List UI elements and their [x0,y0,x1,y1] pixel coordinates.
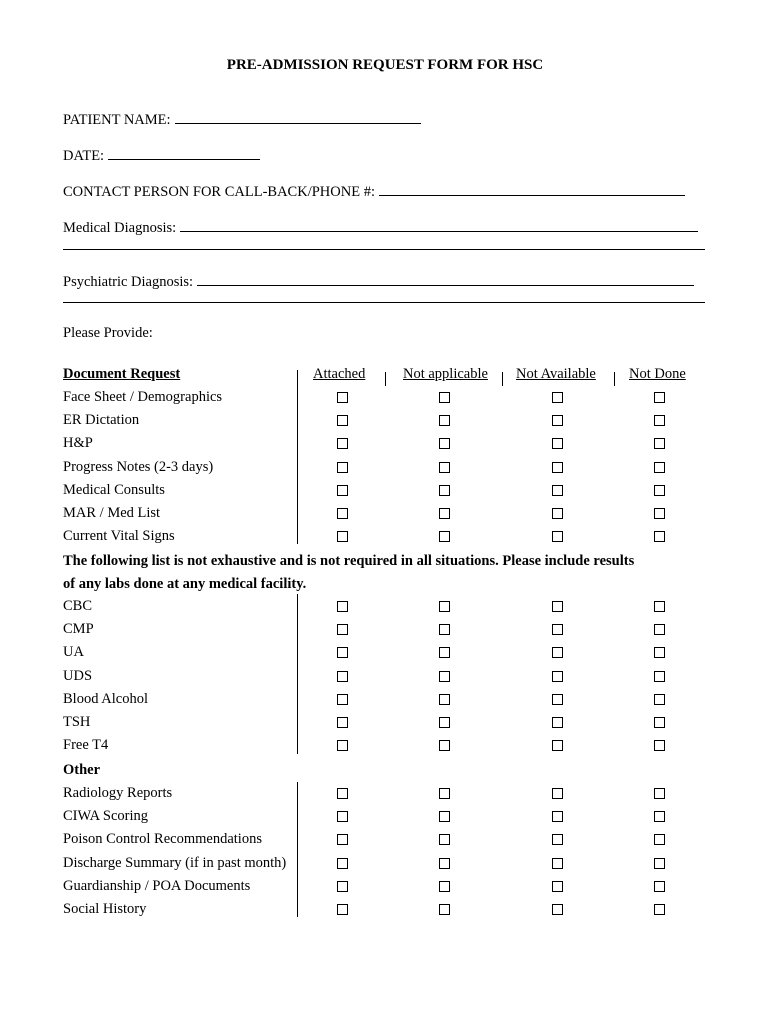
not-done-checkbox[interactable] [654,624,665,635]
row-label: Free T4 [63,737,109,753]
psychiatric-diagnosis-field[interactable] [63,272,694,291]
not-applicable-checkbox[interactable] [439,485,450,496]
not-applicable-checkbox[interactable] [439,531,450,542]
row-label: H&P [63,435,93,451]
medical-diagnosis-field[interactable] [63,218,698,237]
psychiatric-diagnosis-line[interactable] [197,272,694,286]
not-available-checkbox[interactable] [552,624,563,635]
note-line-1: The following list is not exhaustive and is not required in all situations. Please include results [63,553,635,569]
attached-checkbox[interactable] [337,508,348,519]
attached-checkbox[interactable] [337,624,348,635]
row-label: CIWA Scoring [63,808,148,824]
not-done-checkbox[interactable] [654,717,665,728]
header-divider [614,372,615,386]
row-label: UA [63,644,84,660]
not-applicable-checkbox[interactable] [439,647,450,658]
not-done-checkbox[interactable] [654,392,665,403]
not-available-checkbox[interactable] [552,671,563,682]
attached-checkbox[interactable] [337,904,348,915]
row-label: UDS [63,668,93,684]
row-label: Face Sheet / Demographics [63,389,223,405]
not-applicable-checkbox[interactable] [439,881,450,892]
not-applicable-checkbox[interactable] [439,392,450,403]
not-done-checkbox[interactable] [654,531,665,542]
attached-checkbox[interactable] [337,392,348,403]
contact-line[interactable] [379,182,685,196]
not-done-checkbox[interactable] [654,415,665,426]
not-available-checkbox[interactable] [552,740,563,751]
attached-checkbox[interactable] [337,601,348,612]
attached-checkbox[interactable] [337,834,348,845]
not-available-checkbox[interactable] [552,647,563,658]
header-divider [297,370,298,384]
row-label: CMP [63,621,94,637]
attached-checkbox[interactable] [337,462,348,473]
medical-diagnosis-line-2[interactable] [63,249,705,250]
header-divider [502,372,503,386]
row-label: Poison Control Recommendations [63,831,262,847]
column-divider [297,384,298,544]
not-available-checkbox[interactable] [552,694,563,705]
not-applicable-checkbox[interactable] [439,694,450,705]
not-available-checkbox[interactable] [552,415,563,426]
date-line[interactable] [108,146,260,160]
column-divider [297,594,298,754]
not-applicable-checkbox[interactable] [439,788,450,799]
not-available-checkbox[interactable] [552,438,563,449]
not-applicable-checkbox[interactable] [439,438,450,449]
row-label: MAR / Med List [63,505,161,521]
header-divider [385,372,386,386]
row-label: CBC [63,598,93,614]
please-provide-label: Please Provide: [63,325,153,341]
not-done-checkbox[interactable] [654,438,665,449]
psychiatric-diagnosis-line-2[interactable] [63,302,705,303]
not-done-checkbox[interactable] [654,508,665,519]
patient-name-line[interactable] [175,110,421,124]
attached-checkbox[interactable] [337,858,348,869]
not-done-checkbox[interactable] [654,694,665,705]
not-available-checkbox[interactable] [552,858,563,869]
medical-diagnosis-label: Medical Diagnosis: [63,220,177,236]
not-applicable-checkbox[interactable] [439,740,450,751]
row-label: Current Vital Signs [63,528,175,544]
not-applicable-checkbox[interactable] [439,415,450,426]
not-available-checkbox[interactable] [552,904,563,915]
attached-checkbox[interactable] [337,740,348,751]
not-applicable-checkbox[interactable] [439,671,450,682]
row-label: Discharge Summary (if in past month) [63,855,287,871]
not-available-header: Not Available [516,366,596,382]
column-divider [297,782,298,917]
not-done-checkbox[interactable] [654,858,665,869]
not-available-checkbox[interactable] [552,531,563,542]
psychiatric-diagnosis-label: Psychiatric Diagnosis: [63,274,194,290]
not-done-checkbox[interactable] [654,788,665,799]
not-applicable-checkbox[interactable] [439,811,450,822]
not-done-checkbox[interactable] [654,811,665,822]
not-applicable-checkbox[interactable] [439,904,450,915]
attached-checkbox[interactable] [337,415,348,426]
contact-label: CONTACT PERSON FOR CALL-BACK/PHONE #: [63,184,375,200]
attached-checkbox[interactable] [337,881,348,892]
not-applicable-header: Not applicable [403,366,488,382]
attached-checkbox[interactable] [337,788,348,799]
not-available-checkbox[interactable] [552,601,563,612]
attached-checkbox[interactable] [337,811,348,822]
not-done-checkbox[interactable] [654,601,665,612]
not-applicable-checkbox[interactable] [439,601,450,612]
not-applicable-checkbox[interactable] [439,624,450,635]
note-line-2: of any labs done at any medical facility. [63,576,307,592]
attached-checkbox[interactable] [337,438,348,449]
attached-header: Attached [313,366,366,382]
contact-field[interactable] [63,182,685,201]
not-applicable-checkbox[interactable] [439,717,450,728]
not-available-checkbox[interactable] [552,508,563,519]
attached-checkbox[interactable] [337,531,348,542]
attached-checkbox[interactable] [337,647,348,658]
not-done-header: Not Done [629,366,686,382]
attached-checkbox[interactable] [337,671,348,682]
patient-name-field[interactable] [63,110,421,129]
not-done-checkbox[interactable] [654,462,665,473]
not-available-checkbox[interactable] [552,788,563,799]
document-request-header: Document Request [63,366,181,382]
date-label: DATE: [63,148,105,164]
not-applicable-checkbox[interactable] [439,462,450,473]
not-available-checkbox[interactable] [552,462,563,473]
not-available-checkbox[interactable] [552,717,563,728]
attached-checkbox[interactable] [337,717,348,728]
date-field[interactable] [63,146,260,165]
not-available-checkbox[interactable] [552,811,563,822]
row-label: Medical Consults [63,482,165,498]
attached-checkbox[interactable] [337,694,348,705]
row-label: Progress Notes (2-3 days) [63,459,214,475]
not-applicable-checkbox[interactable] [439,834,450,845]
not-done-checkbox[interactable] [654,647,665,658]
not-applicable-checkbox[interactable] [439,858,450,869]
not-applicable-checkbox[interactable] [439,508,450,519]
row-label: ER Dictation [63,412,140,428]
not-done-checkbox[interactable] [654,881,665,892]
row-label: Guardianship / POA Documents [63,878,251,894]
row-label: TSH [63,714,91,730]
not-available-checkbox[interactable] [552,881,563,892]
not-done-checkbox[interactable] [654,740,665,751]
other-heading: Other [63,762,101,778]
row-label: Social History [63,901,147,917]
not-done-checkbox[interactable] [654,834,665,845]
form-title: PRE-ADMISSION REQUEST FORM FOR HSC [226,57,544,73]
row-label: Radiology Reports [63,785,173,801]
not-done-checkbox[interactable] [654,671,665,682]
not-done-checkbox[interactable] [654,904,665,915]
attached-checkbox[interactable] [337,485,348,496]
medical-diagnosis-line[interactable] [180,218,698,232]
row-label: Blood Alcohol [63,691,148,707]
not-done-checkbox[interactable] [654,485,665,496]
patient-name-label: PATIENT NAME: [63,112,171,128]
not-available-checkbox[interactable] [552,834,563,845]
not-available-checkbox[interactable] [552,485,563,496]
not-available-checkbox[interactable] [552,392,563,403]
